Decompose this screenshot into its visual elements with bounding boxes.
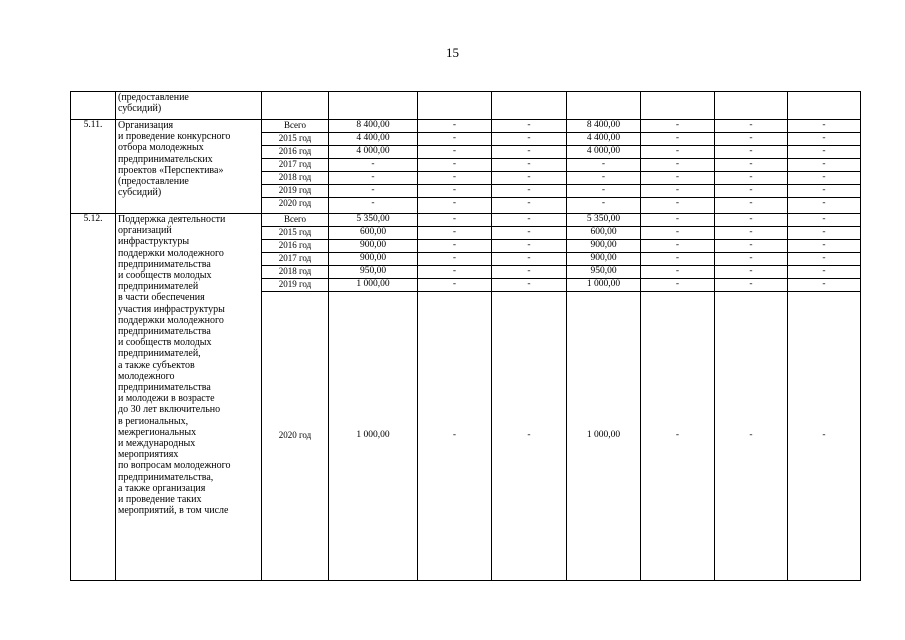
description-line: и сообществ молодых	[118, 270, 212, 282]
value-cell: -	[788, 292, 861, 581]
value-cell: -	[418, 214, 492, 227]
year-cell: Всего	[262, 214, 329, 227]
value-cell: 5 350,00	[329, 214, 418, 227]
value-cell: -	[492, 146, 567, 159]
value-cell: -	[418, 172, 492, 185]
description-line: организаций	[118, 225, 172, 237]
value-cell: -	[788, 185, 861, 198]
value-cell: -	[329, 159, 418, 172]
description-line: отбора молодежных	[118, 142, 204, 154]
description-line: и международных	[118, 438, 196, 450]
value-cell: 950,00	[567, 266, 641, 279]
value-cell	[492, 92, 567, 120]
value-cell: -	[788, 214, 861, 227]
value-cell: -	[715, 240, 788, 253]
value-cell: -	[567, 185, 641, 198]
value-cell: -	[418, 227, 492, 240]
description-line: мероприятий, в том числе	[118, 505, 229, 517]
value-cell	[418, 92, 492, 120]
year-cell	[262, 92, 329, 120]
year-cell: 2019 год	[262, 279, 329, 292]
description-line: и проведение конкурсного	[118, 131, 231, 143]
value-cell: -	[641, 279, 715, 292]
value-cell: -	[418, 253, 492, 266]
description-line: до 30 лет включительно	[118, 404, 221, 416]
value-cell: 950,00	[329, 266, 418, 279]
value-cell: -	[641, 240, 715, 253]
description-line: в части обеспечения	[118, 292, 205, 304]
description-line: межрегиональных	[118, 426, 197, 438]
value-cell: -	[492, 253, 567, 266]
page-number: 15	[446, 45, 459, 60]
value-cell: -	[418, 240, 492, 253]
year-cell: 2015 год	[262, 227, 329, 240]
value-cell: -	[329, 185, 418, 198]
value-cell: -	[418, 185, 492, 198]
value-cell: -	[418, 292, 492, 581]
description-line: и сообществ молодых	[118, 337, 212, 349]
year-cell: 2016 год	[262, 240, 329, 253]
value-cell: -	[641, 172, 715, 185]
value-cell: -	[788, 172, 861, 185]
table-body	[71, 92, 861, 581]
year-cell: Всего	[262, 120, 329, 133]
row-number-cell: 5.12.	[71, 214, 116, 581]
description-line: предпринимательства	[118, 382, 211, 394]
value-cell: 8 400,00	[567, 120, 641, 133]
value-cell: -	[715, 198, 788, 214]
value-cell: -	[641, 198, 715, 214]
value-cell: -	[492, 120, 567, 133]
table-row	[71, 214, 861, 227]
description-line: Поддержка деятельности	[118, 214, 226, 225]
year-cell: 2020 год	[262, 292, 329, 581]
value-cell: -	[641, 185, 715, 198]
description-line: проектов «Перспектива»	[118, 164, 224, 176]
value-cell: -	[788, 240, 861, 253]
description-line: предпринимательских	[118, 153, 213, 165]
value-cell: -	[492, 133, 567, 146]
value-cell: -	[641, 227, 715, 240]
value-cell: 1 000,00	[567, 292, 641, 581]
table-row	[71, 120, 861, 133]
value-cell: -	[641, 120, 715, 133]
row-number-cell: 5.11.	[71, 120, 116, 214]
year-cell: 2017 год	[262, 253, 329, 266]
value-cell: -	[788, 266, 861, 279]
value-cell: -	[418, 279, 492, 292]
value-cell: -	[329, 198, 418, 214]
value-cell: 8 400,00	[329, 120, 418, 133]
description-line: (предоставление	[118, 176, 189, 188]
value-cell: -	[715, 227, 788, 240]
value-cell: 1 000,00	[329, 292, 418, 581]
value-cell: 1 000,00	[329, 279, 418, 292]
value-cell: -	[788, 120, 861, 133]
description-line: мероприятиях	[118, 449, 179, 461]
description-line: предпринимательства,	[118, 471, 214, 483]
year-cell: 2016 год	[262, 146, 329, 159]
description-line: поддержки молодежного	[118, 247, 224, 259]
value-cell: -	[641, 214, 715, 227]
description-line: по вопросам молодежного	[118, 460, 231, 472]
year-cell: 2018 год	[262, 266, 329, 279]
value-cell: -	[418, 120, 492, 133]
value-cell: -	[567, 159, 641, 172]
description-line: субсидий)	[118, 187, 162, 199]
value-cell: 4 400,00	[567, 133, 641, 146]
continuation-row	[71, 92, 861, 120]
value-cell	[329, 92, 418, 120]
value-cell: -	[641, 253, 715, 266]
description-line: предпринимательства	[118, 258, 211, 270]
value-cell: -	[492, 292, 567, 581]
value-cell: -	[715, 146, 788, 159]
description-line: в региональных,	[118, 415, 189, 427]
value-cell: -	[715, 159, 788, 172]
value-cell: -	[641, 292, 715, 581]
value-cell: -	[418, 159, 492, 172]
value-cell: -	[715, 266, 788, 279]
value-cell: 900,00	[567, 240, 641, 253]
value-cell: -	[788, 146, 861, 159]
value-cell: 600,00	[329, 227, 418, 240]
year-cell: 2017 год	[262, 159, 329, 172]
description-cell	[116, 120, 262, 214]
value-cell: -	[329, 172, 418, 185]
value-cell: -	[715, 292, 788, 581]
value-cell: -	[492, 185, 567, 198]
value-cell: -	[641, 266, 715, 279]
value-cell	[788, 92, 861, 120]
value-cell: -	[492, 172, 567, 185]
value-cell: -	[715, 253, 788, 266]
row-number-cell	[71, 92, 116, 120]
value-cell: -	[492, 214, 567, 227]
value-cell: -	[567, 198, 641, 214]
value-cell: -	[788, 253, 861, 266]
value-cell: -	[788, 159, 861, 172]
value-cell: -	[492, 279, 567, 292]
description-line: Организация	[118, 120, 174, 131]
year-cell: 2019 год	[262, 185, 329, 198]
description-line: молодежного	[118, 370, 175, 382]
value-cell: -	[788, 133, 861, 146]
value-cell: -	[418, 266, 492, 279]
value-cell: 1 000,00	[567, 279, 641, 292]
value-cell: -	[492, 266, 567, 279]
value-cell	[641, 92, 715, 120]
value-cell: -	[492, 159, 567, 172]
value-cell: -	[715, 279, 788, 292]
description-line: субсидий)	[118, 103, 162, 115]
value-cell	[715, 92, 788, 120]
value-cell: -	[418, 198, 492, 214]
description-cell	[116, 214, 262, 581]
description-line: предпринимателей,	[118, 348, 201, 360]
value-cell: 900,00	[567, 253, 641, 266]
value-cell: -	[788, 227, 861, 240]
value-cell: 4 000,00	[329, 146, 418, 159]
value-cell: 900,00	[329, 240, 418, 253]
budget-table	[70, 91, 861, 581]
description-line: предпринимательства	[118, 326, 211, 338]
year-cell: 2018 год	[262, 172, 329, 185]
value-cell: 600,00	[567, 227, 641, 240]
description-line: а также организация	[118, 482, 206, 494]
description-line: (предоставление	[118, 92, 189, 103]
value-cell: 4 000,00	[567, 146, 641, 159]
description-line: поддержки молодежного	[118, 314, 224, 326]
value-cell: -	[788, 279, 861, 292]
value-cell: -	[715, 172, 788, 185]
value-cell: -	[788, 198, 861, 214]
value-cell: -	[641, 159, 715, 172]
value-cell: 900,00	[329, 253, 418, 266]
value-cell: -	[641, 146, 715, 159]
value-cell: -	[715, 133, 788, 146]
value-cell: -	[492, 198, 567, 214]
year-cell: 2020 год	[262, 198, 329, 214]
description-line: инфраструктуры	[118, 236, 190, 248]
value-cell: -	[715, 120, 788, 133]
value-cell: 4 400,00	[329, 133, 418, 146]
value-cell: -	[715, 214, 788, 227]
value-cell: -	[715, 185, 788, 198]
description-line: и молодежи в возрасте	[118, 393, 215, 405]
value-cell: -	[418, 146, 492, 159]
year-cell: 2015 год	[262, 133, 329, 146]
description-line: предпринимателей	[118, 281, 199, 293]
description-line: участия инфраструктуры	[118, 303, 225, 315]
value-cell: -	[492, 227, 567, 240]
value-cell: -	[567, 172, 641, 185]
value-cell: 5 350,00	[567, 214, 641, 227]
description-cell	[116, 92, 262, 120]
value-cell: -	[492, 240, 567, 253]
description-line: а также субъектов	[118, 359, 195, 371]
value-cell	[567, 92, 641, 120]
value-cell: -	[418, 133, 492, 146]
description-line: и проведение таких	[118, 494, 202, 506]
value-cell: -	[641, 133, 715, 146]
